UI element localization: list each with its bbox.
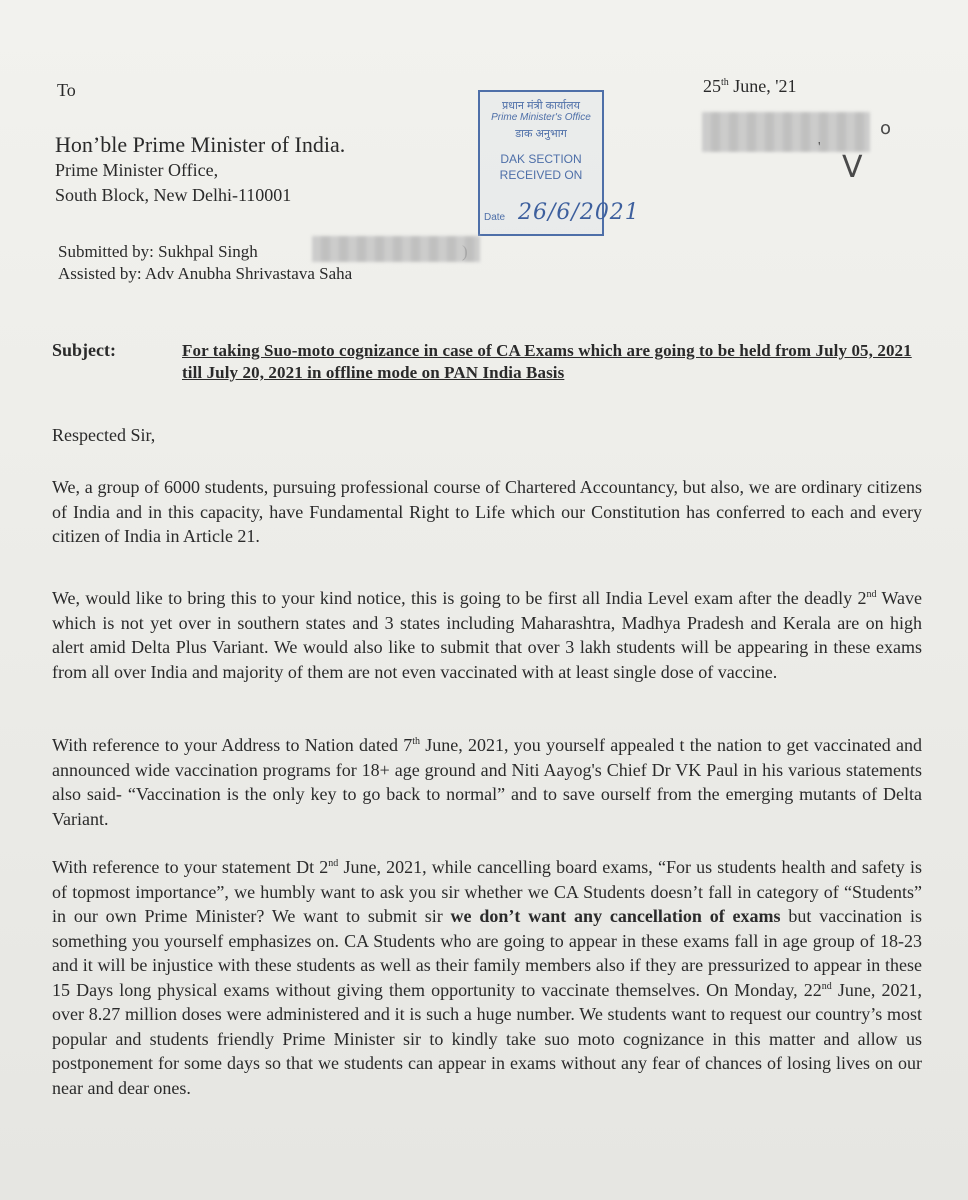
stamp-received-on: RECEIVED ON: [499, 168, 583, 182]
address-line-1: Hon’ble Prime Minister of India.: [55, 132, 346, 157]
date-rest: June, '21: [728, 76, 797, 96]
paragraph-4-bold: we don’t want any cancellation of exams: [450, 906, 781, 926]
salutation: Respected Sir,: [52, 425, 156, 445]
paragraph-2-text-b: Wave which is not yet over in southern states and 3 states including Maharashtra, Madhya Pradesh and Kerala are on high alert amid Delta Plus Variant. We would also like to submit that over 3 lakh students will be appearing in these exams from all over India and majority of them are not even vaccinated with at least single dose of vaccine.: [52, 588, 923, 682]
redacted-signature: [702, 112, 870, 152]
paragraph-4-sup: nd: [328, 858, 339, 869]
received-stamp: [478, 90, 640, 236]
stamp-dak-section: DAK SECTION: [500, 152, 582, 166]
submitted-by-text: Submitted by: Sukhpal Singh: [58, 242, 263, 261]
stamp-date-label: Date: [484, 212, 506, 223]
assisted-by: Assisted by: Adv Anubha Shrivastava Saha: [58, 264, 353, 283]
handwritten-mark-v: V: [842, 150, 863, 185]
paragraph-3-sup: th: [412, 736, 421, 747]
paragraph-3-text-b: June, 2021, you yourself appealed t the nation to get vaccinated and announced wide vaccination programs for 18+ age ground and Niti Aayog's Chief Dr VK Paul in his various statements also said- “Vaccination is the only key to go back to normal” and to save ourself from the emerging mutants of Delta Variant.: [52, 735, 922, 829]
paragraph-4-text-c: but vaccination is something you yourself emphasizes on. CA Students who are going to appear in these exams fall in age group of 18-23 and it will be injustice with these students as well as their family members also if they are pressurized to appear in these 15 Days long physical exams without giving them opportunity to vaccinate themselves. On Monday, 22: [52, 906, 923, 1000]
subject-text: For taking Suo-moto cognizance in case of CA Exams which are going to be held from July 05, 2021 till July 20, 2021 in offline mode on PAN India Basis: [182, 341, 912, 382]
paragraph-2: [52, 586, 922, 684]
stamp-handwritten-date: 26/6/2021: [518, 200, 640, 225]
address-line-2: Prime Minister Office,: [55, 160, 219, 180]
paragraph-3-text-a: With reference to your Address to Nation dated 7: [52, 735, 413, 755]
paragraph-1: We, a group of 6000 students, pursuing professional course of Chartered Accountancy, but also, we are ordinary citizens of India and in this capacity, have Fundamental Right to Life which our Constitution has conferred to each and every citizen of India in Article 21.: [52, 477, 922, 546]
paragraph-3: [52, 733, 922, 831]
paragraph-4-text-a: With reference to your statement Dt 2: [52, 857, 329, 877]
paragraph-2-text-a: We, would like to bring this to your kind notice, this is going to be first all India Level exam after the deadly 2: [52, 588, 867, 608]
paragraph-4-sup-2: nd: [821, 980, 832, 992]
date-day: 25: [703, 76, 721, 96]
subject-label: Subject:: [52, 340, 116, 360]
address-line-3: South Block, New Delhi-110001: [55, 185, 292, 205]
letter-date: [703, 76, 797, 97]
stamp-hindi-office: प्रधान मंत्री कार्यालय: [502, 100, 580, 112]
handwritten-mark-circle: o: [880, 118, 892, 139]
redacted-name: [312, 236, 480, 262]
stamp-hindi-dak: डाक अनुभाग: [515, 128, 567, 140]
stamp-office: Prime Minister's Office: [491, 112, 591, 123]
paragraph-2-sup: nd: [866, 589, 877, 600]
paragraph-4-text-d: June, 2021, over 8.27 million doses were administered and it is such a huge number. We students want to request our country’s most popular and students friendly Prime Minister sir to kindly take suo moto cognizance in this matter and allow us postponement for some days so that we students can appear in exams without any fear of chances of losing lives on our near and dear ones.: [52, 979, 922, 1098]
handwritten-mark-tick: ': [818, 140, 821, 155]
paragraph-4-text-b: June, 2021, while cancelling board exams, “For us students health and safety is of topmost importance”, we humbly want to ask you sir whether we CA Students doesn’t fall in category of “Students” in our own Prime Minister? We want to submit sir: [52, 857, 922, 926]
to-label: To: [57, 80, 76, 100]
date-suffix: th: [721, 77, 729, 88]
paragraph-4: [52, 855, 922, 1100]
